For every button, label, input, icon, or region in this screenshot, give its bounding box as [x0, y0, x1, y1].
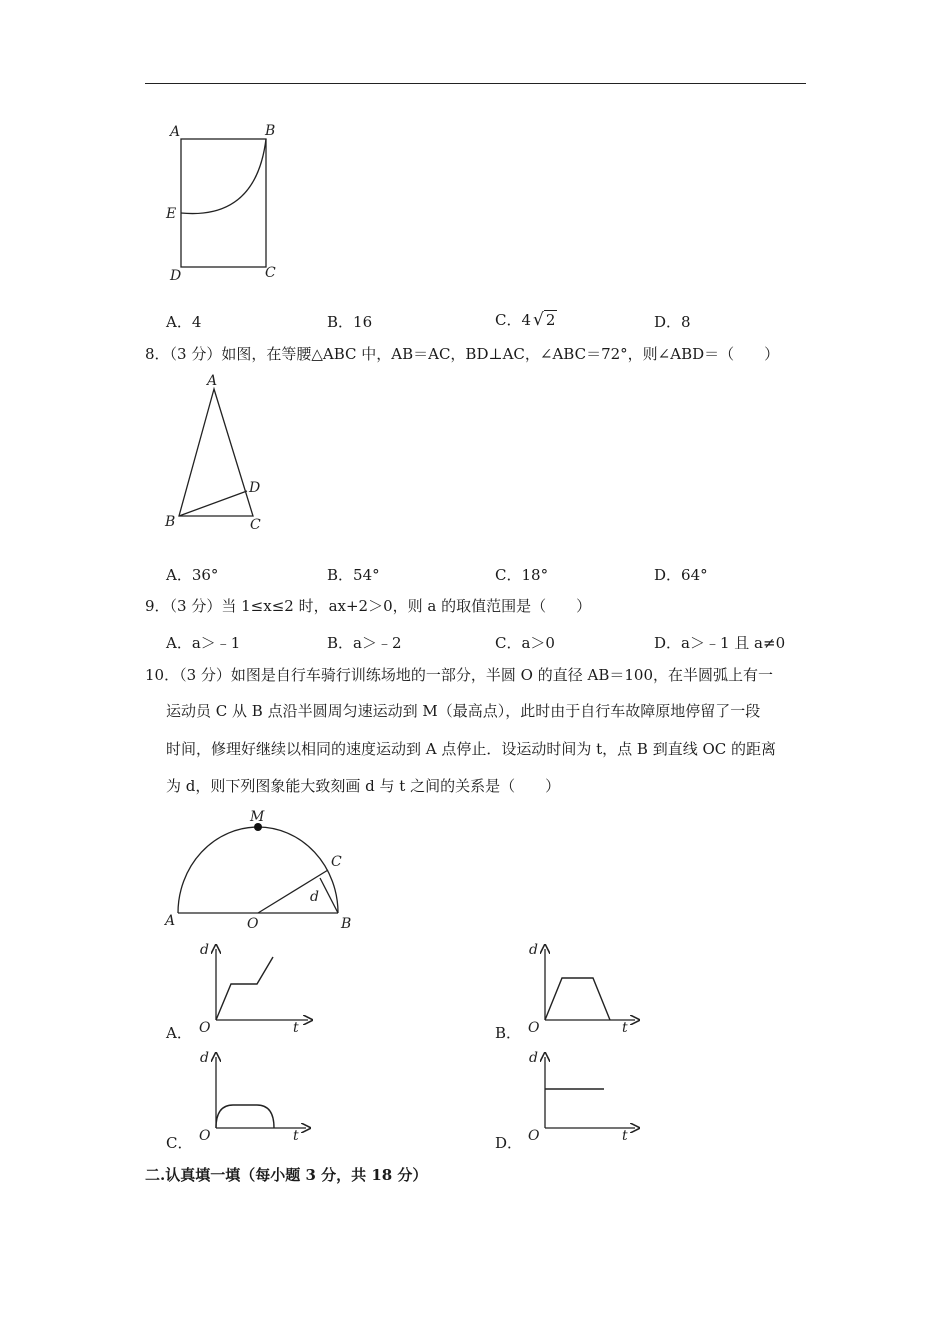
- header-rule: [145, 83, 806, 84]
- q10-stem-line-2: 运动员 C 从 B 点沿半圆周匀速运动到 M（最高点），此时由于自行车故障原地停留了一段: [166, 702, 761, 720]
- label-b: B: [265, 123, 276, 139]
- label-c: C: [250, 517, 261, 533]
- q10-option-d-label: D．: [495, 1134, 523, 1152]
- q7-option-a: A．4: [166, 313, 202, 331]
- q10-stem-line-4: 为 d，则下列图象能大致刻画 d 与 t 之间的关系是（ ）: [166, 777, 561, 795]
- label-b: B: [165, 514, 176, 530]
- origin-o: O: [528, 1128, 540, 1144]
- sqrt-expression: √ 2: [533, 310, 556, 330]
- label-d: D: [170, 268, 182, 284]
- label-m: M: [250, 809, 265, 825]
- label-a: A: [207, 373, 218, 389]
- q9-option-a: A．a＞﹣1: [166, 634, 241, 652]
- origin-o: O: [528, 1020, 540, 1036]
- label-d: d: [310, 889, 319, 905]
- label-c: C: [265, 265, 276, 281]
- axis-t: t: [293, 1020, 299, 1036]
- origin-o: O: [199, 1128, 211, 1144]
- q7-option-c: C．4 √ 2: [495, 310, 556, 330]
- q10-semicircle-figure: [160, 800, 360, 935]
- graph-a: [193, 940, 313, 1040]
- q8-option-a: A．36°: [166, 566, 219, 584]
- segment-bd: [179, 491, 247, 516]
- label-a: A: [165, 913, 176, 929]
- q9-option-b: B．a＞﹣2: [327, 634, 402, 652]
- q8-stem: 8．（3 分）如图，在等腰△ABC 中，AB＝AC，BD⊥AC，∠ABC＝72°，则∠ABD＝（ ）: [145, 345, 780, 363]
- q8-triangle-figure: [160, 370, 280, 535]
- graph-b: [522, 940, 642, 1040]
- label-o: O: [247, 916, 259, 932]
- graph-c: [193, 1048, 313, 1148]
- label-a: A: [170, 124, 181, 140]
- q10-option-c-label: C．: [166, 1134, 193, 1152]
- q8-option-b: B．54°: [327, 566, 380, 584]
- q9-option-d: D．a＞﹣1 且 a≠0: [654, 634, 786, 652]
- section-heading: 二.认真填一填（每小题 3 分，共 18 分）: [145, 1166, 428, 1184]
- q10-option-b-label: B．: [495, 1024, 522, 1042]
- q10-option-a-label: A．: [166, 1024, 192, 1042]
- q10-stem-line-1: 10．（3 分）如图是自行车骑行训练场地的一部分，半圆 O 的直径 AB＝100，在半圆弧上有一: [145, 666, 773, 684]
- q10-stem-line-3: 时间，修理好继续以相同的速度运动到 A 点停止．设运动时间为 t，点 B 到直线 OC 的距离: [166, 740, 777, 758]
- q8-option-d: D．64°: [654, 566, 708, 584]
- curve: [216, 1105, 274, 1128]
- segment-bd: [320, 878, 338, 913]
- axis-t: t: [622, 1020, 628, 1036]
- q7-rectangle-figure: [160, 120, 290, 285]
- arc-eb: [181, 139, 266, 214]
- origin-o: O: [199, 1020, 211, 1036]
- q7-option-b: B．16: [327, 313, 373, 331]
- axis-t: t: [293, 1128, 299, 1144]
- curve: [545, 978, 610, 1020]
- axis-d: d: [529, 1050, 538, 1066]
- q7-option-d: D．8: [654, 313, 691, 331]
- label-d: D: [249, 480, 261, 496]
- q9-option-c: C．a＞0: [495, 634, 555, 652]
- axis-d: d: [529, 942, 538, 958]
- label-c: C: [331, 854, 342, 870]
- axis-d: d: [200, 942, 209, 958]
- rectangle-abcd: [181, 139, 266, 267]
- axis-d: d: [200, 1050, 209, 1066]
- graph-d: [522, 1048, 642, 1148]
- q9-stem: 9．（3 分）当 1≤x≤2 时，ax+2＞0，则 a 的取值范围是（ ）: [145, 597, 592, 615]
- axis-t: t: [622, 1128, 628, 1144]
- triangle-abc: [179, 389, 253, 516]
- q8-option-c: C．18°: [495, 566, 549, 584]
- label-e: E: [166, 206, 177, 222]
- curve: [216, 957, 273, 1020]
- label-b: B: [341, 916, 352, 932]
